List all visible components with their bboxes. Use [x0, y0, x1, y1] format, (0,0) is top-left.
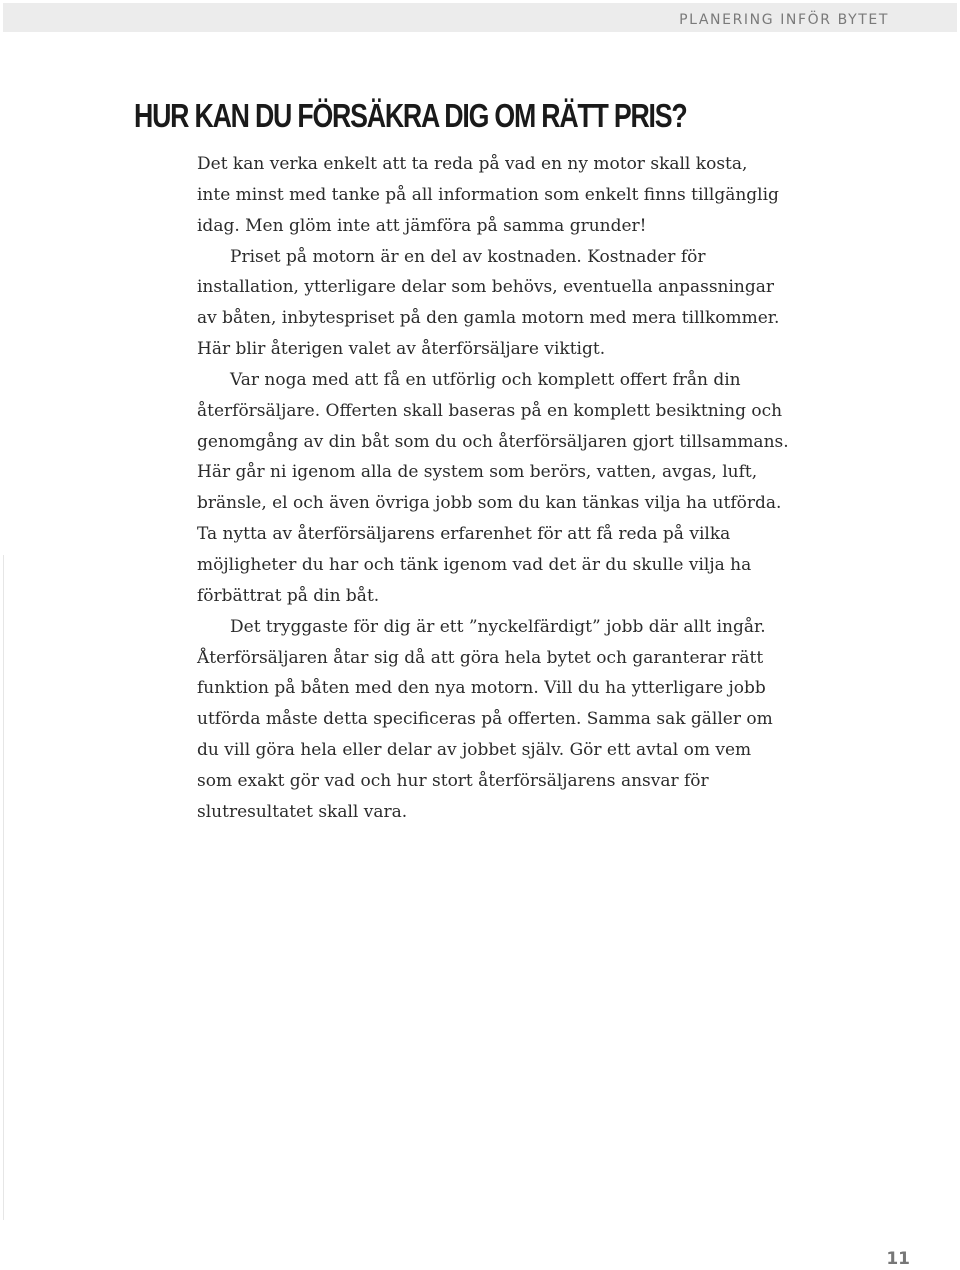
paragraph-line: möjligheter du har och tänk igenom vad det är du skulle vilja ha — [197, 554, 752, 575]
paragraph-line: inte minst med tanke på all information som enkelt finns tillgänglig — [197, 184, 779, 205]
paragraph-line: Var noga med att få en utförlig och komplett offert från din — [230, 369, 741, 390]
paragraph-line: slutresultatet skall vara. — [197, 801, 408, 822]
paragraph-line: du vill göra hela eller delar av jobbet själv. Gör ett avtal om vem — [197, 740, 752, 761]
paragraph-line: Det tryggaste för dig är ett ”nyckelfärdigt” jobb där allt ingår. — [230, 616, 766, 637]
paragraph-3 — [197, 365, 837, 612]
paragraph-1 — [197, 149, 837, 242]
paragraph-line: förbättrat på din båt. — [197, 585, 380, 606]
page-edge-rule — [3, 555, 4, 1220]
paragraph-line: Här går ni igenom alla de system som berörs, vatten, avgas, luft, — [197, 462, 758, 483]
paragraph-line: funktion på båten med den nya motorn. Vill du ha ytterligare jobb — [197, 678, 766, 699]
page-number: 11 — [886, 1249, 910, 1269]
paragraph-line: återförsäljare. Offerten skall baseras på en komplett besiktning och — [197, 400, 783, 421]
running-header-bar — [3, 3, 957, 32]
paragraph-line: Här blir återigen valet av återförsäljare viktigt. — [197, 339, 606, 360]
paragraph-2 — [197, 242, 837, 365]
article-title: HUR KAN DU FÖRSÄKRA DIG OM RÄTT PRIS? — [134, 97, 687, 134]
paragraph-4 — [197, 612, 837, 828]
running-header-title: PLANERING INFÖR BYTET — [679, 12, 889, 28]
paragraph-line: installation, ytterligare delar som behövs, eventuella anpassningar — [197, 277, 775, 298]
paragraph-line: idag. Men glöm inte att jämföra på samma grunder! — [197, 215, 647, 236]
paragraph-line: som exakt gör vad och hur stort återförsäljarens ansvar för — [197, 770, 709, 791]
paragraph-line: av båten, inbytespriset på den gamla motorn med mera tillkommer. — [197, 308, 780, 329]
paragraph-line: Återförsäljaren åtar sig då att göra hela bytet och garanterar rätt — [197, 647, 764, 668]
paragraph-line: Det kan verka enkelt att ta reda på vad en ny motor skall kosta, — [197, 154, 748, 174]
paragraph-line: Priset på motorn är en del av kostnaden. Kostnader för — [230, 246, 706, 267]
paragraph-line: bränsle, el och även övriga jobb som du kan tänkas vilja ha utförda. — [197, 493, 782, 514]
article-body — [197, 149, 837, 828]
paragraph-line: utförda måste detta specificeras på offerten. Samma sak gäller om — [197, 709, 773, 730]
paragraph-line: Ta nytta av återförsäljarens erfarenhet för att få reda på vilka — [197, 524, 731, 545]
paragraph-line: genomgång av din båt som du och återförsäljaren gjort tillsammans. — [197, 431, 789, 452]
